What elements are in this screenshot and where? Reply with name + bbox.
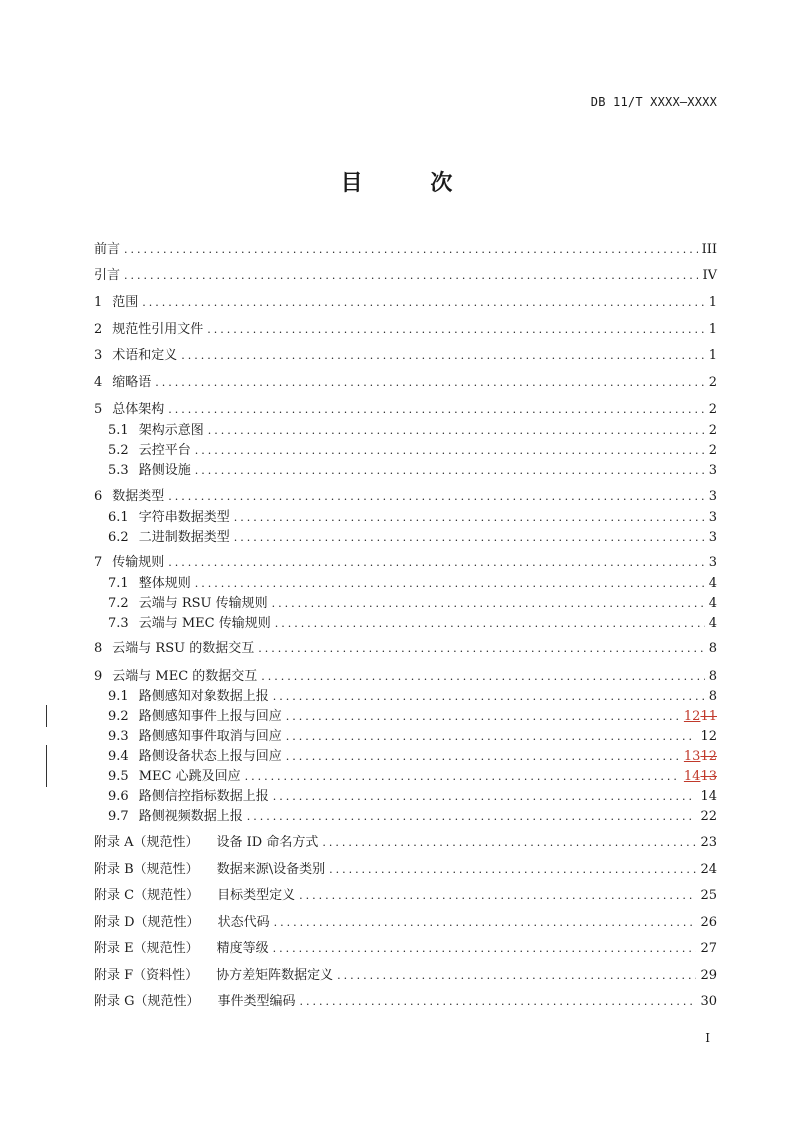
tracked-deletion: 11 [700, 709, 717, 724]
toc-entry-label: 数据类型 [112, 489, 165, 504]
toc-entry-label: 云端与 MEC 传输规则 [138, 616, 271, 631]
toc-entry-page [684, 748, 717, 766]
toc-entry-page: 29 [700, 968, 717, 983]
toc-entry-label: 状态代码 [217, 915, 270, 930]
toc-entry-page: 8 [708, 689, 717, 704]
toc-entry-number: 4 [94, 375, 103, 390]
toc-entry[interactable] [94, 887, 717, 905]
toc-entry-label: 云端与 RSU 传输规则 [138, 596, 268, 611]
toc-entry[interactable] [108, 575, 717, 593]
toc-entry[interactable] [108, 788, 717, 806]
toc-entry-page: III [701, 242, 717, 257]
toc-leader-dots [124, 267, 698, 285]
toc-entry[interactable] [94, 374, 717, 392]
toc-entry-number: 9.6 [108, 789, 129, 804]
toc-leader-dots [207, 321, 704, 339]
toc-appendix-label: 附录 E（规范性） [94, 941, 199, 956]
toc-entry-page: 4 [708, 596, 717, 611]
toc-entry[interactable] [108, 748, 717, 766]
toc-leader-dots [195, 462, 705, 480]
toc-entry-number: 9.5 [108, 769, 129, 784]
toc-leader-dots [286, 748, 680, 766]
toc-entry[interactable] [94, 401, 717, 419]
toc-leader-dots [273, 940, 697, 958]
toc-entry-number: 3 [94, 348, 103, 363]
toc-entry-number: 7.3 [108, 616, 129, 631]
tracked-insertion: 13 [683, 749, 701, 764]
toc-leader-dots [261, 668, 704, 686]
toc-entry-page [684, 768, 717, 786]
toc-appendix-label: 附录 C（规范性） [94, 888, 200, 903]
toc-leader-dots [181, 347, 704, 365]
toc-entry-page: IV [702, 268, 717, 283]
toc-entry[interactable] [94, 488, 717, 506]
toc-leader-dots [155, 374, 704, 392]
toc-entry-label: 设备 ID 命名方式 [216, 835, 319, 850]
toc-leader-dots [272, 595, 705, 613]
toc-entry-label: 协方差矩阵数据定义 [216, 968, 334, 983]
toc-entry[interactable] [108, 509, 717, 527]
toc-entry-label: 路侧感知事件取消与回应 [138, 729, 282, 744]
toc-entry[interactable] [94, 267, 717, 285]
toc-leader-dots [195, 442, 705, 460]
toc-entry-page: 14 [700, 789, 717, 804]
toc-leader-dots [286, 728, 697, 746]
toc-entry-number: 9.2 [108, 709, 129, 724]
toc-entry-number: 5.2 [108, 443, 129, 458]
toc-leader-dots [168, 401, 704, 419]
toc-leader-dots [322, 834, 696, 852]
change-bar [46, 705, 47, 727]
toc-entry[interactable] [94, 967, 717, 985]
toc-leader-dots [273, 688, 705, 706]
toc-entry[interactable] [108, 529, 717, 547]
page-title: 目 次 [340, 171, 483, 196]
toc-entry-page: 23 [700, 835, 717, 850]
toc-leader-dots [299, 887, 696, 905]
toc-entry-page: 1 [708, 322, 717, 337]
toc-entry[interactable] [94, 940, 717, 958]
toc-appendix-label: 附录 D（规范性） [94, 915, 200, 930]
toc-entry[interactable] [94, 321, 717, 339]
toc-entry-label: 引言 [94, 268, 121, 283]
toc-entry-number: 9.3 [108, 729, 129, 744]
toc-entry-page: 25 [700, 888, 717, 903]
toc-entry-label: 缩略语 [112, 375, 152, 390]
toc-entry-label: 路侧设施 [138, 463, 191, 478]
toc-entry[interactable] [108, 595, 717, 613]
toc-entry-label: 传输规则 [112, 555, 165, 570]
toc-entry-label: 数据来源\设备类别 [216, 862, 326, 877]
toc-leader-dots [286, 708, 680, 726]
toc-entry-number: 1 [94, 295, 103, 310]
toc-entry-page: 2 [708, 402, 717, 417]
toc-entry[interactable] [108, 442, 717, 460]
toc-leader-dots [234, 529, 705, 547]
toc-entry[interactable] [108, 615, 717, 633]
toc-appendix-label: 附录 G（规范性） [94, 994, 200, 1009]
toc-entry-number: 8 [94, 641, 103, 656]
toc-entry-page: 4 [708, 576, 717, 591]
toc-appendix-label: 附录 F（资料性） [94, 968, 199, 983]
toc-entry-number: 7.1 [108, 576, 129, 591]
toc-entry-label: 范围 [112, 295, 139, 310]
toc-entry-page: 1 [708, 348, 717, 363]
toc-leader-dots [274, 914, 697, 932]
toc-entry[interactable] [108, 462, 717, 480]
toc-entry-page: 3 [708, 510, 717, 525]
toc-entry-page: 3 [708, 555, 717, 570]
toc-leader-dots [258, 640, 705, 658]
toc-entry-page: 26 [700, 915, 717, 930]
toc-entry-page: 24 [700, 862, 717, 877]
toc-leader-dots [247, 808, 697, 826]
document-code: DB 11/T XXXX—XXXX [590, 95, 717, 109]
toc-entry[interactable] [94, 668, 717, 686]
toc-appendix-label: 附录 A（规范性） [94, 835, 199, 850]
toc-entry-number: 7.2 [108, 596, 129, 611]
toc-entry[interactable] [94, 914, 717, 932]
toc-entry[interactable] [94, 554, 717, 572]
toc-leader-dots [124, 241, 698, 259]
toc-entry[interactable] [94, 861, 717, 879]
toc-entry-number: 2 [94, 322, 103, 337]
toc-entry-label: 云控平台 [138, 443, 191, 458]
toc-leader-dots [142, 294, 704, 312]
toc-entry[interactable] [108, 688, 717, 706]
toc-entry-label: 云端与 MEC 的数据交互 [112, 669, 258, 684]
toc-entry-number: 9.4 [108, 749, 129, 764]
toc-entry[interactable] [94, 834, 717, 852]
toc-entry-label: 前言 [94, 242, 121, 257]
toc-entry-label: MEC 心跳及回应 [138, 769, 241, 784]
toc-entry-number: 5.3 [108, 463, 129, 478]
toc-entry-label: 事件类型编码 [217, 994, 296, 1009]
toc-entry-page: 4 [708, 616, 717, 631]
toc-entry[interactable] [108, 728, 717, 746]
toc-leader-dots [337, 967, 696, 985]
tracked-insertion: 12 [683, 709, 701, 724]
toc-entry-page: 1 [708, 295, 717, 310]
toc-appendix-label: 附录 B（规范性） [94, 862, 199, 877]
toc-entry-label: 二进制数据类型 [138, 530, 230, 545]
toc-leader-dots [168, 554, 704, 572]
tracked-deletion: 12 [700, 749, 717, 764]
toc-entry[interactable] [108, 422, 717, 440]
toc-entry[interactable] [94, 993, 717, 1011]
toc-entry-label: 路侧视频数据上报 [138, 809, 243, 824]
toc-leader-dots [245, 768, 680, 786]
toc-entry-label: 术语和定义 [112, 348, 178, 363]
toc-entry-page: 2 [708, 375, 717, 390]
toc-entry-page [684, 708, 717, 726]
toc-entry-page: 8 [708, 641, 717, 656]
toc-entry-page: 12 [700, 729, 717, 744]
toc-entry-label: 目标类型定义 [217, 888, 296, 903]
toc-entry-page: 2 [708, 443, 717, 458]
toc-entry-label: 精度等级 [216, 941, 269, 956]
toc-entry-label: 整体规则 [138, 576, 191, 591]
toc-leader-dots [195, 575, 705, 593]
toc-entry-number: 6.1 [108, 510, 129, 525]
toc-entry[interactable] [94, 640, 717, 658]
toc-entry-number: 5 [94, 402, 103, 417]
toc-leader-dots [208, 422, 705, 440]
toc-entry-number: 9.7 [108, 809, 129, 824]
toc-entry-label: 路侧设备状态上报与回应 [138, 749, 282, 764]
toc-entry-page: 30 [700, 994, 717, 1009]
toc-entry-label: 云端与 RSU 的数据交互 [112, 641, 255, 656]
toc-entry-number: 7 [94, 555, 103, 570]
toc-leader-dots [275, 615, 705, 633]
toc-entry-page: 3 [708, 463, 717, 478]
toc-entry-label: 总体架构 [112, 402, 165, 417]
toc-entry-page: 2 [708, 423, 717, 438]
toc-entry-page: 3 [708, 530, 717, 545]
toc-entry[interactable] [94, 241, 717, 259]
toc-entry[interactable] [108, 808, 717, 826]
toc-leader-dots [300, 993, 697, 1011]
toc-entry-number: 6 [94, 489, 103, 504]
toc-entry-number: 5.1 [108, 423, 129, 438]
tracked-insertion: 14 [683, 769, 701, 784]
toc-entry-label: 字符串数据类型 [138, 510, 230, 525]
toc-entry-number: 6.2 [108, 530, 129, 545]
toc-entry[interactable] [94, 347, 717, 365]
toc-leader-dots [273, 788, 697, 806]
toc-entry-page: 3 [708, 489, 717, 504]
page-number: I [705, 1031, 710, 1045]
toc-leader-dots [168, 488, 704, 506]
toc-entry[interactable] [94, 294, 717, 312]
toc-entry-number: 9 [94, 669, 103, 684]
toc-leader-dots [234, 509, 705, 527]
change-bar [46, 765, 47, 787]
toc-entry-label: 路侧感知事件上报与回应 [138, 709, 282, 724]
toc-leader-dots [329, 861, 696, 879]
toc-entry-label: 路侧信控指标数据上报 [138, 789, 269, 804]
toc-entry-page: 27 [700, 941, 717, 956]
tracked-deletion: 13 [700, 769, 717, 784]
toc-entry[interactable] [108, 768, 717, 786]
toc-entry-page: 8 [708, 669, 717, 684]
toc-entry-label: 规范性引用文件 [112, 322, 204, 337]
toc-entry-page: 22 [700, 809, 717, 824]
toc-entry[interactable] [108, 708, 717, 726]
change-bar [46, 745, 47, 767]
toc-entry-label: 架构示意图 [138, 423, 204, 438]
toc-entry-label: 路侧感知对象数据上报 [138, 689, 269, 704]
toc-entry-number: 9.1 [108, 689, 129, 704]
